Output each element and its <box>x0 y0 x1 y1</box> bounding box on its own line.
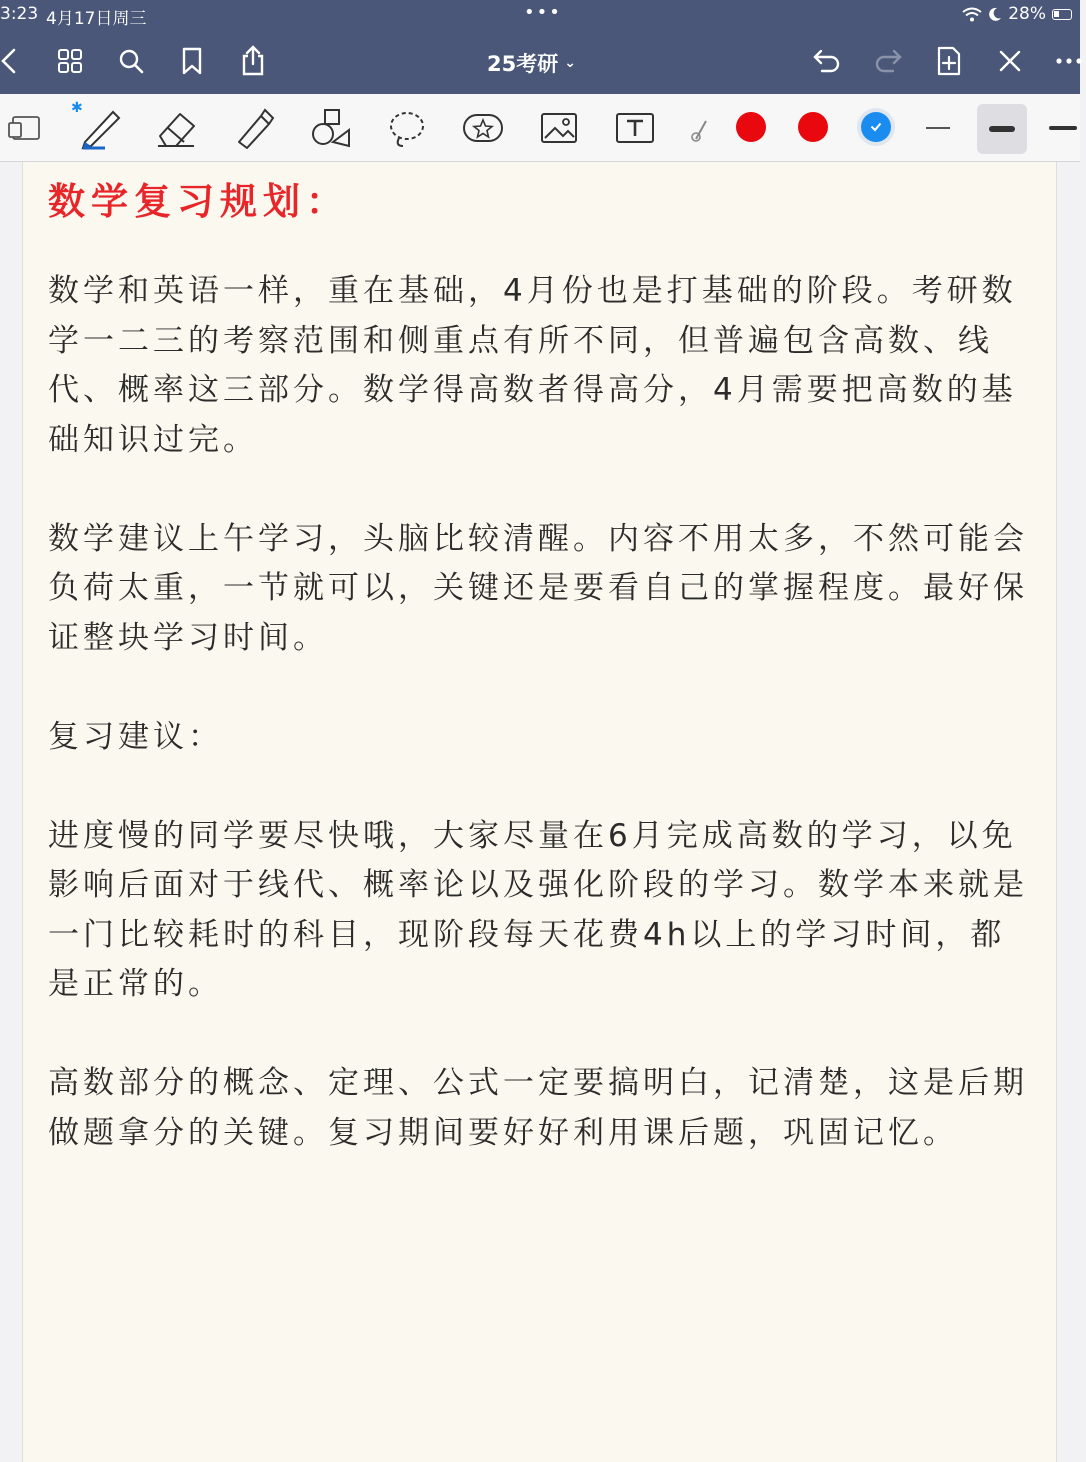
color-swatch-blue-selected[interactable] <box>857 108 895 146</box>
text-tool-icon[interactable] <box>613 106 657 150</box>
note-heading: 数学复习规划： <box>48 180 349 223</box>
note-page[interactable] <box>22 162 1057 1462</box>
color-swatch-red-1[interactable] <box>736 112 766 142</box>
lasso-tool-icon[interactable] <box>385 106 429 150</box>
share-icon[interactable] <box>236 44 270 78</box>
stroke-medium-selected[interactable] <box>977 104 1027 154</box>
paragraph-1: 数学和英语一样，重在基础，4月份也是打基础的阶段。考研数学一二三的考察范围和侧重点有所不同，但普遍包含高数、线代、概率这三部分。数学得高数者得高分，4月需要把高数的基础知识过完。 <box>48 273 1017 458</box>
wifi-icon <box>962 7 982 22</box>
chevron-down-icon: ⌄ <box>564 55 576 71</box>
elements-sticker-icon[interactable] <box>461 106 505 150</box>
nav-bar <box>0 34 1080 90</box>
bookmark-icon[interactable] <box>175 44 209 78</box>
moon-icon <box>988 7 1002 22</box>
add-page-icon[interactable] <box>932 44 966 78</box>
multitask-dots[interactable]: ••• <box>524 2 562 23</box>
edit-mode-icon[interactable] <box>993 44 1027 78</box>
paragraph-4: 进度慢的同学要尽快哦，大家尽量在6月完成高数的学习，以免影响后面对于线代、概率论以及强化阶段的学习。数学本来就是一门比较耗时的科目，现阶段每天花费4h以上的学习时间，都是正常的。 <box>48 817 1028 1002</box>
paragraph-2: 数学建议上午学习，头脑比较清醒。内容不用太多，不然可能会负荷太重，一节就可以，关键还是要看自己的掌握程度。最好保证整块学习时间。 <box>48 520 1028 656</box>
paragraph-5: 高数部分的概念、定理、公式一定要搞明白，记清楚，这是后期做题拿分的关键。复习期间要好好利用课后题，巩固记忆。 <box>48 1065 1028 1151</box>
stroke-thin[interactable] <box>920 114 956 142</box>
status-bar <box>0 0 1080 30</box>
battery-percent: 28% <box>1008 4 1046 24</box>
status-right <box>962 4 1072 24</box>
checkmark-icon <box>861 112 891 142</box>
top-bar <box>0 0 1080 94</box>
redo-icon[interactable] <box>871 44 905 78</box>
color-swatch-red-2[interactable] <box>798 112 828 142</box>
shapes-tool-icon[interactable] <box>309 106 353 150</box>
note-content <box>48 180 1038 1158</box>
laser-pointer-icon[interactable] <box>680 106 720 150</box>
undo-icon[interactable] <box>810 44 844 78</box>
svg-text:✱: ✱ <box>71 100 83 116</box>
highlighter-tool-icon[interactable] <box>232 106 276 150</box>
battery-icon <box>1052 9 1072 20</box>
eraser-tool-icon[interactable] <box>155 106 199 150</box>
status-time: 3:23 <box>0 4 39 24</box>
pen-tool-icon[interactable] <box>71 100 122 146</box>
document-title[interactable] <box>487 48 576 78</box>
read-mode-icon[interactable] <box>2 106 46 150</box>
status-date: 4月17日周三 <box>46 9 147 29</box>
paragraph-3-subheading: 复习建议： <box>48 718 223 755</box>
grid-view-icon[interactable] <box>53 44 87 78</box>
search-icon[interactable] <box>114 44 148 78</box>
document-title-text: 25考研 <box>487 52 559 76</box>
image-tool-icon[interactable] <box>537 106 581 150</box>
stroke-thick[interactable] <box>1046 114 1080 142</box>
back-icon[interactable] <box>0 44 26 78</box>
more-icon[interactable] <box>1052 44 1086 78</box>
drawing-toolbar <box>0 94 1080 162</box>
